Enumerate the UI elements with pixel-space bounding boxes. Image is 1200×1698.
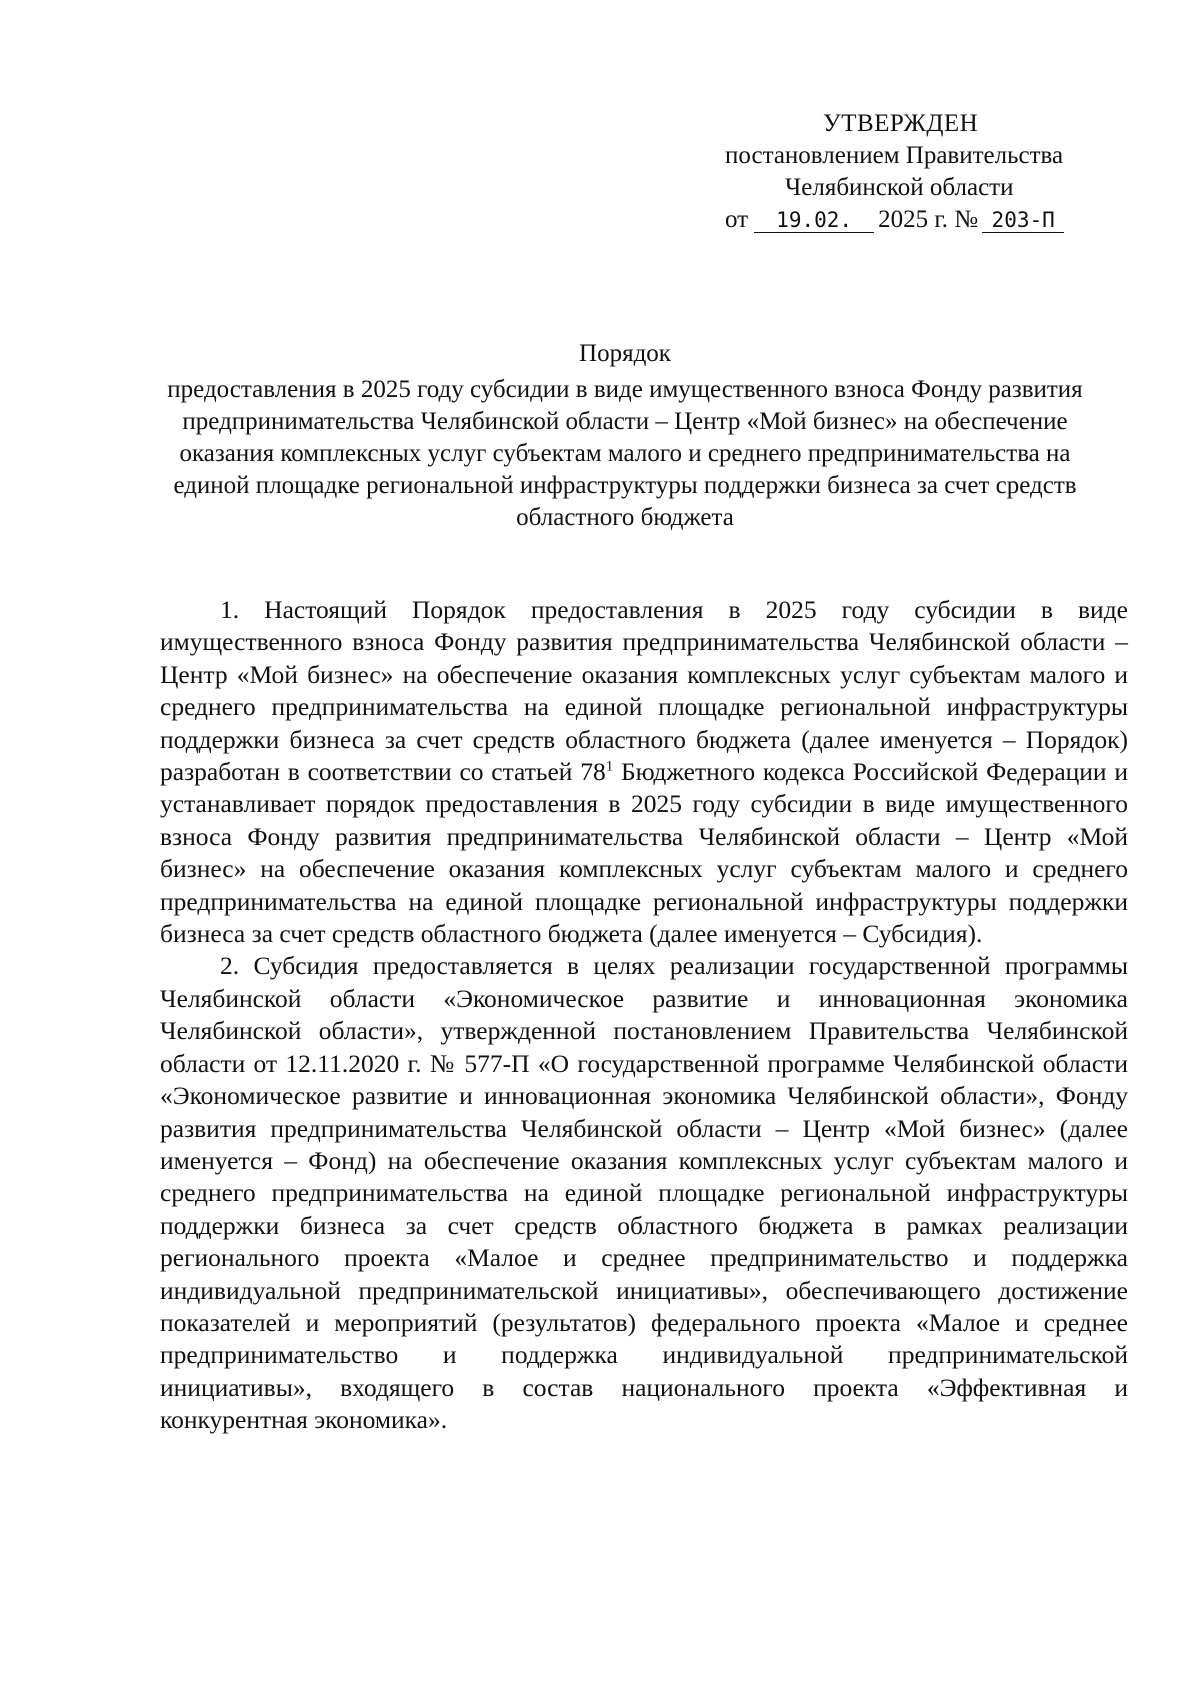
document-title: [140, 338, 1110, 534]
title-subtitle: предоставления в 2025 году субсидии в виде имущественного взноса Фонду развития предпринимательства Челябинской области – Центр «Мой бизнес» на обеспечение оказания комплексных услуг субъектам малого и среднего предпринимательства на единой площадке региональной инфраструктуры поддержки бизнеса за счет средств областного бюджета: [167, 376, 1083, 531]
date-prefix: от: [725, 206, 749, 233]
title-main: Порядок: [579, 340, 671, 367]
article-superscript: 1: [605, 758, 614, 775]
paragraph-2: 2. Субсидия предоставляется в целях реализации государственной программы Челябинской области «Экономическое развитие и инновационная экономика Челябинской области», утвержденной постановлением Правительства Челябинской области от 12.11.2020 г. № 577-П «О государственной программе Челябинской области «Экономическое развитие и инновационная экономика Челябинской области», Фонду развития предпринимательства Челябинской области – Центр «Мой бизнес» (далее именуется – Фонд) на обеспечение оказания комплексных услуг субъектам малого и среднего предпринимательства на единой площадке региональной инфраструктуры поддержки бизнеса за счет средств областного бюджета в рамках реализации регионального проекта «Малое и среднее предпринимательство и поддержка индивидуальной предпринимательской инициативы», обеспечивающего достижение показателей и мероприятий (результатов) федерального проекта «Малое и среднее предпринимательство и поддержка индивидуальной предпринимательской инициативы», входящего в состав национального проекта «Эффективная и конкурентная экономика».: [160, 951, 1128, 1435]
paragraph-1-part-a: 1. Настоящий Порядок предоставления в 2025 году субсидии в виде имущественного взноса Фонду развития предпринимательства Челябинской области – Центр «Мой бизнес» на обеспечение оказания комплексных услуг субъектам малого и среднего предпринимательства на единой площадке региональной инфраструктуры поддержки бизнеса за счет средств областного бюджета (далее именуется – Порядок) разработан в соответствии со статьей 78: [160, 595, 1128, 787]
paragraph-1-part-b: Бюджетного кодекса Российской Федерации и устанавливает порядок предоставления в 2025 году субсидии в виде имущественного взноса Фонду развития предпринимательства Челябинской области – Центр «Мой бизнес» на обеспечение оказания комплексных услуг субъектам малого и среднего предпринимательства на единой площадке региональной инфраструктуры поддержки бизнеса за счет средств областного бюджета (далее именуется – Субсидия).: [160, 757, 1128, 949]
approval-date-line: [725, 204, 1125, 236]
approval-line-resolution: постановлением Правительства: [725, 142, 1064, 169]
approval-block: [725, 108, 1125, 236]
approval-date-field: 19.02.: [754, 208, 874, 233]
approval-heading: УТВЕРЖДЕН: [823, 110, 979, 137]
year-label: 2025 г. №: [878, 206, 979, 233]
approval-line-region: Челябинской области: [785, 174, 1014, 201]
paragraph-1: [160, 594, 1128, 950]
approval-number-field: 203-П: [982, 208, 1064, 233]
document-body: [160, 594, 1128, 1437]
